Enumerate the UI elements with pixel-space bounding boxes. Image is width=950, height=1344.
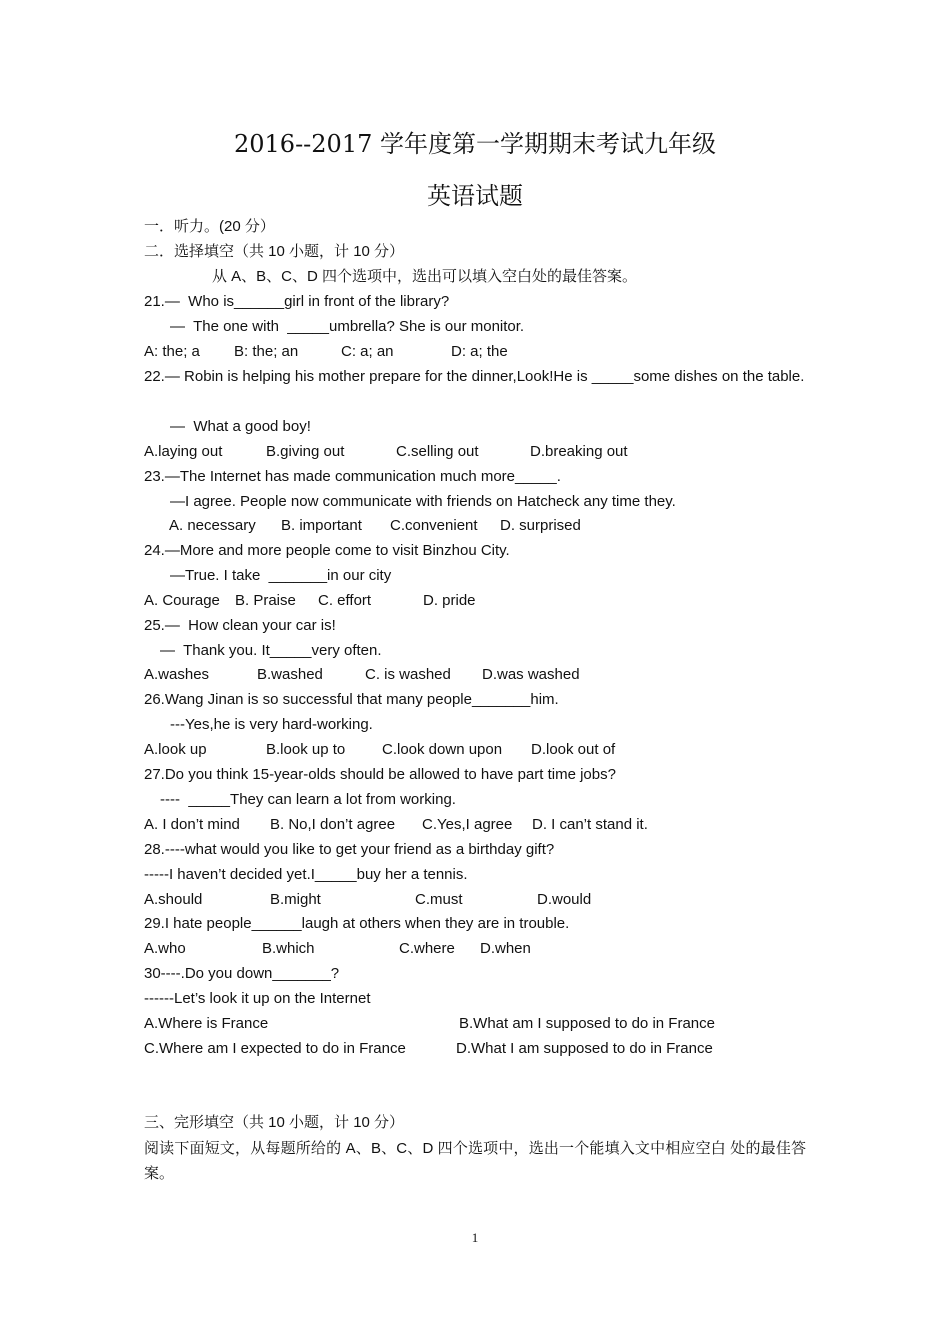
question-29: 29.I hate people______laugh at others when they are in trouble. [144,915,570,932]
q25-option-a: A.washes [144,666,210,683]
q22-option-c: C.selling out [396,443,479,460]
question-26-reply: ---Yes,he is very hard-working. [170,716,373,733]
q29-option-a: A.who [144,940,186,957]
q24-option-c: C. effort [318,592,372,609]
q30-option-b: B.What am I supposed to do in France [459,1015,715,1032]
question-28: 28.----what would you like to get your friend as a birthday gift? [144,841,555,858]
q28-option-d: D.would [537,891,592,908]
q21-option-a: A: the; a [144,343,200,360]
question-28-reply: -----I haven’t decided yet.I_____buy her a tennis. [144,866,468,883]
question-23: 23.—The Internet has made communication much more_____. [144,468,561,485]
question-22: 22.— Robin is helping his mother prepare for the dinner,Look!He is _____some dishes on the table. [144,368,805,385]
q26-option-b: B.look up to [266,741,346,758]
question-24-reply: —True. I take _______in our city [170,567,392,584]
q23-option-c: C.convenient [390,517,478,534]
section-3-instructions: 阅读下面短文，从每题所给的 A、B、C、D 四个选项中，选出一个能填入文中相应空白 处的最佳答案。 [144,1140,806,1182]
q25-option-b: B.washed [257,666,323,683]
exam-subtitle: 英语试题 [427,182,523,210]
q25-option-d: D.was washed [482,666,580,683]
q25-option-c: C. is washed [365,666,451,683]
q26-option-d: D.look out of [531,741,616,758]
q24-option-b: B. Praise [235,592,296,609]
q22-option-d: D.breaking out [530,443,628,460]
q30-option-a: A.Where is France [144,1015,269,1032]
q27-option-c: C.Yes,I agree [422,816,513,833]
question-24: 24.—More and more people come to visit Binzhou City. [144,542,510,559]
q30-option-c: C.Where am I expected to do in France [144,1040,406,1057]
page-number: 1 [471,1230,479,1245]
q27-option-a: A. I don’t mind [144,816,240,833]
section-1-heading: 一．听力。(20 分） [144,218,275,235]
section-2-instructions: 从 A、B、C、D 四个选项中，选出可以填入空白处的最佳答案。 [212,268,638,285]
q29-option-b: B.which [262,940,315,957]
q23-option-b: B. important [281,517,362,534]
q21-option-c: C: a; an [341,343,394,360]
question-27-reply: ---- _____They can learn a lot from working. [160,791,456,808]
question-21-reply: — The one with _____umbrella? She is our monitor. [170,318,525,335]
question-30-reply: ------Let’s look it up on the Internet [144,990,371,1007]
q28-option-a: A.should [144,891,203,908]
q24-option-d: D. pride [423,592,476,609]
q24-option-a: A. Courage [144,592,220,609]
q29-option-d: D.when [480,940,531,957]
question-22-reply: — What a good boy! [170,418,311,435]
q22-option-b: B.giving out [266,443,345,460]
question-23-reply: —I agree. People now communicate with friends on Hatcheck any time they. [170,493,676,510]
q23-option-d: D. surprised [500,517,581,534]
question-25-reply: — Thank you. It_____very often. [160,642,382,659]
question-27: 27.Do you think 15-year-olds should be allowed to have part time jobs? [144,766,616,783]
q26-option-c: C.look down upon [382,741,503,758]
question-21: 21.— Who is______girl in front of the library? [144,293,450,310]
question-26: 26.Wang Jinan is so successful that many people_______him. [144,691,559,708]
question-25: 25.— How clean your car is! [144,617,336,634]
q28-option-c: C.must [415,891,463,908]
q29-option-c: C.where [399,940,455,957]
section-3-heading: 三、完形填空（共 10 小题，计 10 分） [144,1114,405,1131]
q22-option-a: A.laying out [144,443,223,460]
q26-option-a: A.look up [144,741,207,758]
q21-option-d: D: a; the [451,343,508,360]
q27-option-b: B. No,I don’t agree [270,816,396,833]
q23-option-a: A. necessary [169,517,256,534]
q30-option-d: D.What I am supposed to do in France [456,1040,713,1057]
q28-option-b: B.might [270,891,321,908]
q21-option-b: B: the; an [234,343,299,360]
section-2-heading: 二．选择填空（共 10 小题，计 10 分） [144,243,405,260]
question-30: 30----.Do you down_______? [144,965,340,982]
exam-title: 2016--2017 学年度第一学期期末考试九年级 [233,130,716,158]
q27-option-d: D. I can’t stand it. [532,816,648,833]
